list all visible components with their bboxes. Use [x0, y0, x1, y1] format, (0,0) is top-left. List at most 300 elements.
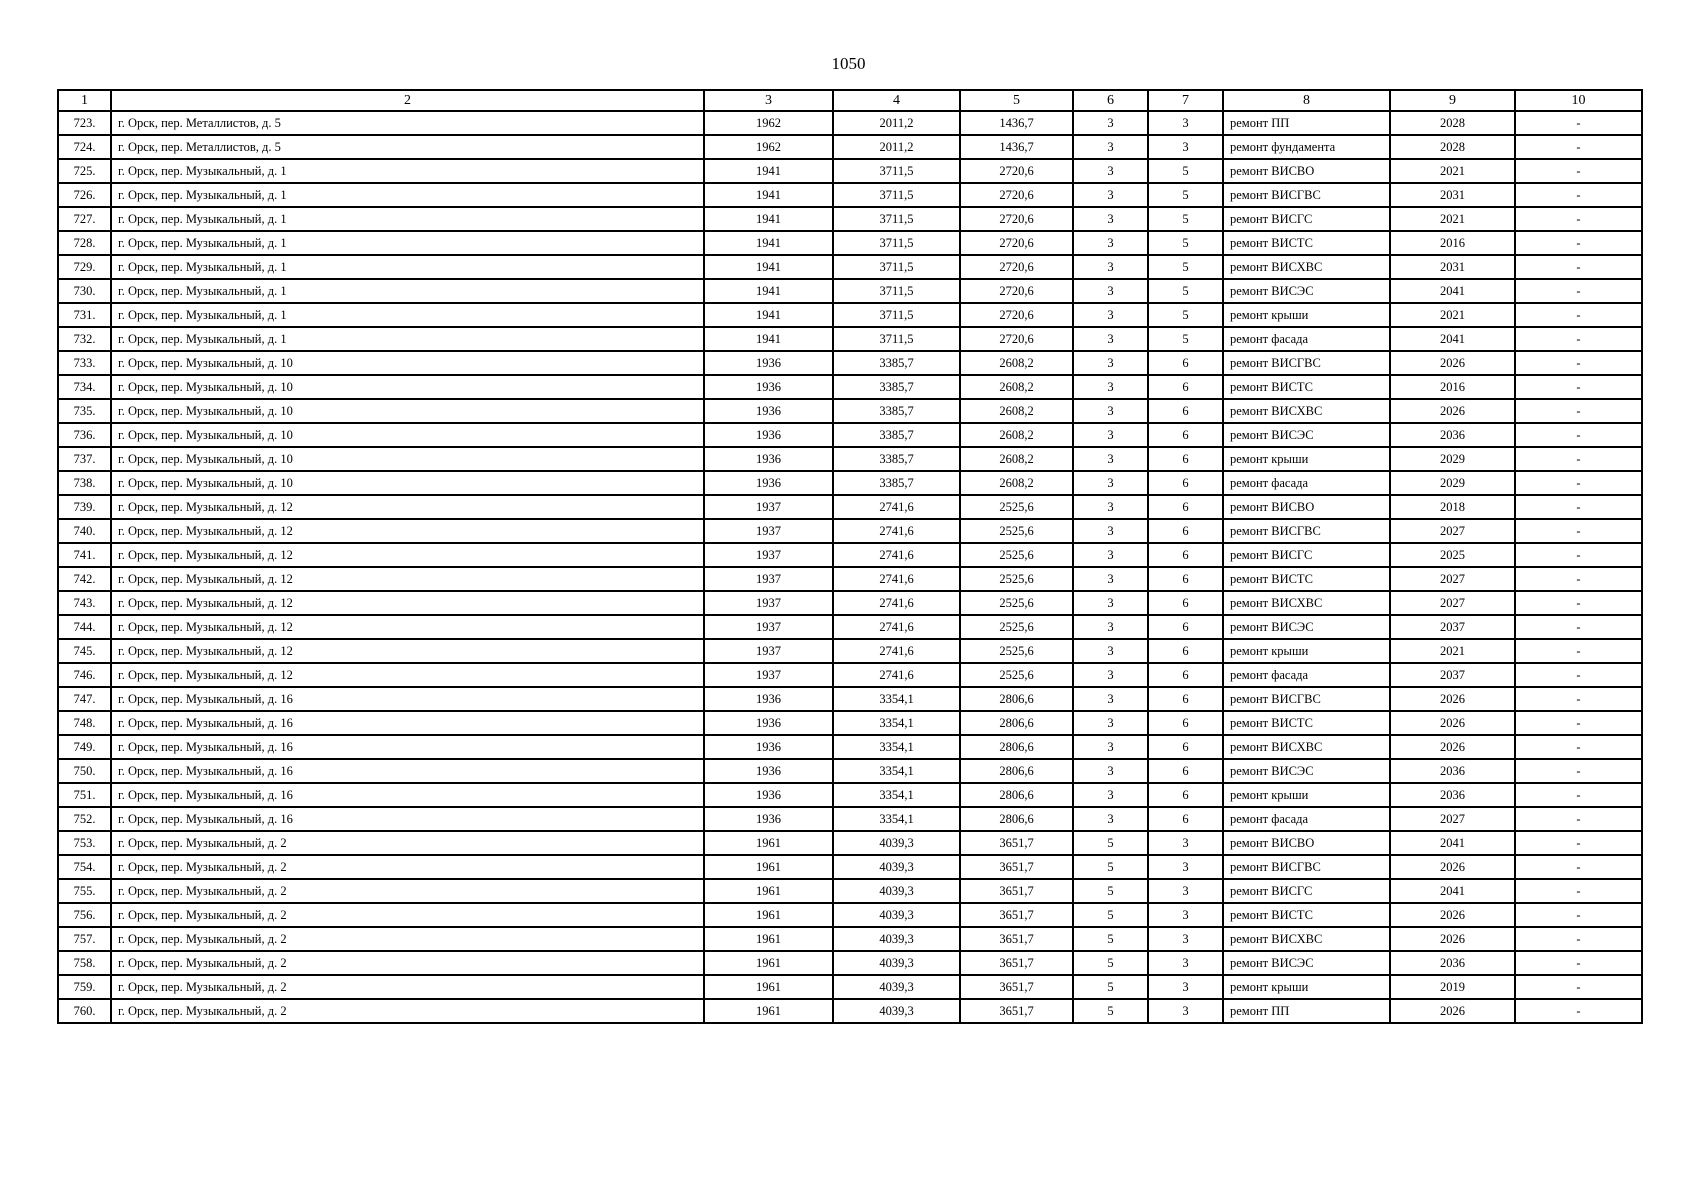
table-cell-col-6: 3 [1073, 135, 1148, 159]
table-cell-col-1: 740. [58, 519, 111, 543]
table-cell-col-4: 4039,3 [833, 951, 960, 975]
table-cell-col-5: 2525,6 [960, 519, 1073, 543]
table-cell-col-9: 2026 [1390, 855, 1515, 879]
table-cell-col-8: ремонт ВИСХВС [1223, 735, 1390, 759]
table-cell-col-1: 735. [58, 399, 111, 423]
table-row [58, 567, 1642, 591]
table-cell-col-8: ремонт ВИСГС [1223, 879, 1390, 903]
table-cell-col-5: 2720,6 [960, 231, 1073, 255]
table-cell-col-5: 2806,6 [960, 783, 1073, 807]
table-cell-col-1: 729. [58, 255, 111, 279]
table-cell-col-9: 2031 [1390, 255, 1515, 279]
table-cell-col-4: 3354,1 [833, 735, 960, 759]
table-cell-col-2: г. Орск, пер. Музыкальный, д. 12 [111, 519, 704, 543]
table-cell-col-1: 734. [58, 375, 111, 399]
table-cell-col-5: 3651,7 [960, 831, 1073, 855]
table-cell-col-8: ремонт ВИСЭС [1223, 615, 1390, 639]
table-cell-col-2: г. Орск, пер. Музыкальный, д. 1 [111, 255, 704, 279]
table-cell-col-10: - [1515, 615, 1642, 639]
table-cell-col-10: - [1515, 543, 1642, 567]
table-cell-col-9: 2029 [1390, 447, 1515, 471]
table-cell-col-9: 2025 [1390, 543, 1515, 567]
column-header-5: 5 [960, 90, 1073, 111]
table-cell-col-3: 1961 [704, 951, 833, 975]
table-cell-col-4: 3711,5 [833, 279, 960, 303]
table-cell-col-2: г. Орск, пер. Музыкальный, д. 1 [111, 183, 704, 207]
table-cell-col-6: 3 [1073, 159, 1148, 183]
table-cell-col-3: 1937 [704, 567, 833, 591]
table-cell-col-2: г. Орск, пер. Музыкальный, д. 12 [111, 567, 704, 591]
table-cell-col-8: ремонт ВИСВО [1223, 159, 1390, 183]
table-cell-col-2: г. Орск, пер. Музыкальный, д. 10 [111, 399, 704, 423]
table-cell-col-8: ремонт ВИСГВС [1223, 519, 1390, 543]
table-cell-col-1: 745. [58, 639, 111, 663]
table-cell-col-9: 2026 [1390, 351, 1515, 375]
table-cell-col-5: 2525,6 [960, 615, 1073, 639]
table-cell-col-2: г. Орск, пер. Музыкальный, д. 10 [111, 423, 704, 447]
table-cell-col-3: 1936 [704, 375, 833, 399]
table-cell-col-3: 1937 [704, 615, 833, 639]
table-cell-col-7: 6 [1148, 423, 1223, 447]
table-row [58, 183, 1642, 207]
table-cell-col-10: - [1515, 207, 1642, 231]
table-cell-col-5: 2720,6 [960, 255, 1073, 279]
table-cell-col-5: 2720,6 [960, 279, 1073, 303]
table-cell-col-5: 3651,7 [960, 855, 1073, 879]
table-cell-col-10: - [1515, 303, 1642, 327]
table-cell-col-9: 2041 [1390, 279, 1515, 303]
table-cell-col-1: 728. [58, 231, 111, 255]
table-cell-col-4: 2011,2 [833, 111, 960, 135]
table-cell-col-5: 2608,2 [960, 399, 1073, 423]
table-row [58, 759, 1642, 783]
table-cell-col-7: 6 [1148, 591, 1223, 615]
table-cell-col-6: 5 [1073, 903, 1148, 927]
table-cell-col-6: 3 [1073, 807, 1148, 831]
table-row [58, 663, 1642, 687]
table-cell-col-1: 753. [58, 831, 111, 855]
table-cell-col-1: 724. [58, 135, 111, 159]
table-cell-col-6: 3 [1073, 615, 1148, 639]
table-cell-col-10: - [1515, 471, 1642, 495]
table-cell-col-7: 5 [1148, 327, 1223, 351]
table-cell-col-6: 5 [1073, 951, 1148, 975]
table-cell-col-8: ремонт ВИСЭС [1223, 279, 1390, 303]
table-cell-col-1: 751. [58, 783, 111, 807]
table-cell-col-3: 1937 [704, 663, 833, 687]
table-cell-col-10: - [1515, 159, 1642, 183]
table-cell-col-10: - [1515, 183, 1642, 207]
table-body [58, 111, 1642, 1023]
table-cell-col-6: 3 [1073, 327, 1148, 351]
table-row [58, 927, 1642, 951]
table-cell-col-1: 723. [58, 111, 111, 135]
table-cell-col-5: 2525,6 [960, 567, 1073, 591]
table-cell-col-10: - [1515, 591, 1642, 615]
table-cell-col-3: 1936 [704, 471, 833, 495]
table-cell-col-8: ремонт ВИСГВС [1223, 855, 1390, 879]
table-cell-col-1: 755. [58, 879, 111, 903]
table-cell-col-1: 731. [58, 303, 111, 327]
table-cell-col-8: ремонт ВИСГС [1223, 207, 1390, 231]
table-cell-col-4: 3385,7 [833, 447, 960, 471]
table-cell-col-7: 5 [1148, 255, 1223, 279]
table-cell-col-8: ремонт фасада [1223, 807, 1390, 831]
table-cell-col-1: 759. [58, 975, 111, 999]
table-cell-col-4: 3711,5 [833, 255, 960, 279]
table-row [58, 447, 1642, 471]
table-cell-col-10: - [1515, 663, 1642, 687]
table-cell-col-2: г. Орск, пер. Музыкальный, д. 10 [111, 447, 704, 471]
table-cell-col-9: 2026 [1390, 735, 1515, 759]
table-cell-col-8: ремонт фасада [1223, 327, 1390, 351]
table-row [58, 159, 1642, 183]
table-cell-col-3: 1941 [704, 159, 833, 183]
table-cell-col-7: 6 [1148, 567, 1223, 591]
table-cell-col-3: 1961 [704, 903, 833, 927]
table-cell-col-9: 2027 [1390, 591, 1515, 615]
table-cell-col-7: 6 [1148, 543, 1223, 567]
table-cell-col-5: 2608,2 [960, 447, 1073, 471]
table-cell-col-5: 2806,6 [960, 759, 1073, 783]
table-cell-col-2: г. Орск, пер. Музыкальный, д. 10 [111, 375, 704, 399]
table-cell-col-1: 727. [58, 207, 111, 231]
table-cell-col-1: 757. [58, 927, 111, 951]
table-cell-col-9: 2029 [1390, 471, 1515, 495]
table-cell-col-1: 750. [58, 759, 111, 783]
table-cell-col-9: 2037 [1390, 663, 1515, 687]
table-cell-col-10: - [1515, 255, 1642, 279]
table-row [58, 231, 1642, 255]
table-cell-col-5: 2608,2 [960, 471, 1073, 495]
table-row [58, 591, 1642, 615]
table-cell-col-8: ремонт ВИСТС [1223, 375, 1390, 399]
table-cell-col-10: - [1515, 855, 1642, 879]
table-cell-col-9: 2021 [1390, 639, 1515, 663]
table-cell-col-6: 5 [1073, 927, 1148, 951]
table-cell-col-10: - [1515, 687, 1642, 711]
table-cell-col-4: 2741,6 [833, 639, 960, 663]
table-cell-col-4: 3385,7 [833, 471, 960, 495]
table-cell-col-10: - [1515, 567, 1642, 591]
table-cell-col-8: ремонт ВИСЭС [1223, 759, 1390, 783]
table-cell-col-10: - [1515, 975, 1642, 999]
table-cell-col-2: г. Орск, пер. Музыкальный, д. 10 [111, 471, 704, 495]
table-row [58, 855, 1642, 879]
table-row [58, 975, 1642, 999]
table-cell-col-5: 3651,7 [960, 903, 1073, 927]
column-header-9: 9 [1390, 90, 1515, 111]
column-header-4: 4 [833, 90, 960, 111]
table-row [58, 687, 1642, 711]
table-cell-col-4: 2741,6 [833, 495, 960, 519]
table-cell-col-4: 3385,7 [833, 375, 960, 399]
table-cell-col-9: 2041 [1390, 879, 1515, 903]
table-cell-col-1: 743. [58, 591, 111, 615]
table-cell-col-3: 1936 [704, 759, 833, 783]
table-cell-col-9: 2026 [1390, 999, 1515, 1023]
table-cell-col-8: ремонт ВИСГВС [1223, 687, 1390, 711]
table-cell-col-5: 2525,6 [960, 663, 1073, 687]
table-cell-col-1: 758. [58, 951, 111, 975]
table-cell-col-7: 6 [1148, 447, 1223, 471]
table-cell-col-9: 2036 [1390, 783, 1515, 807]
table-cell-col-5: 2720,6 [960, 207, 1073, 231]
table-cell-col-3: 1961 [704, 927, 833, 951]
table-cell-col-5: 2525,6 [960, 591, 1073, 615]
table-cell-col-6: 5 [1073, 831, 1148, 855]
table-cell-col-3: 1937 [704, 495, 833, 519]
table-cell-col-5: 2525,6 [960, 495, 1073, 519]
table-header-row [58, 90, 1642, 111]
table-cell-col-9: 2036 [1390, 423, 1515, 447]
table-cell-col-10: - [1515, 135, 1642, 159]
table-cell-col-7: 5 [1148, 279, 1223, 303]
table-row [58, 879, 1642, 903]
table-cell-col-3: 1961 [704, 855, 833, 879]
table-cell-col-7: 3 [1148, 111, 1223, 135]
table-cell-col-7: 5 [1148, 303, 1223, 327]
table-cell-col-5: 2608,2 [960, 351, 1073, 375]
table-cell-col-2: г. Орск, пер. Музыкальный, д. 12 [111, 663, 704, 687]
table-row [58, 327, 1642, 351]
table-cell-col-2: г. Орск, пер. Музыкальный, д. 2 [111, 879, 704, 903]
table-cell-col-4: 2741,6 [833, 591, 960, 615]
table-cell-col-8: ремонт крыши [1223, 783, 1390, 807]
table-cell-col-6: 3 [1073, 207, 1148, 231]
table-cell-col-8: ремонт ВИСВО [1223, 495, 1390, 519]
table-row [58, 831, 1642, 855]
table-cell-col-6: 3 [1073, 255, 1148, 279]
repair-schedule-table [57, 89, 1643, 1024]
table-cell-col-6: 3 [1073, 471, 1148, 495]
table-cell-col-1: 746. [58, 663, 111, 687]
table-cell-col-2: г. Орск, пер. Музыкальный, д. 1 [111, 231, 704, 255]
table-cell-col-2: г. Орск, пер. Музыкальный, д. 16 [111, 735, 704, 759]
table-cell-col-3: 1936 [704, 735, 833, 759]
table-cell-col-2: г. Орск, пер. Музыкальный, д. 2 [111, 951, 704, 975]
table-cell-col-3: 1936 [704, 423, 833, 447]
table-cell-col-4: 4039,3 [833, 927, 960, 951]
table-cell-col-6: 3 [1073, 567, 1148, 591]
table-cell-col-10: - [1515, 927, 1642, 951]
table-cell-col-1: 752. [58, 807, 111, 831]
column-header-8: 8 [1223, 90, 1390, 111]
table-cell-col-4: 3354,1 [833, 807, 960, 831]
table-cell-col-7: 6 [1148, 351, 1223, 375]
table-cell-col-1: 738. [58, 471, 111, 495]
table-cell-col-5: 2525,6 [960, 543, 1073, 567]
table-cell-col-6: 3 [1073, 231, 1148, 255]
table-cell-col-1: 733. [58, 351, 111, 375]
table-cell-col-5: 2720,6 [960, 327, 1073, 351]
column-header-1: 1 [58, 90, 111, 111]
table-cell-col-8: ремонт ВИСГВС [1223, 351, 1390, 375]
table-cell-col-5: 1436,7 [960, 111, 1073, 135]
table-cell-col-7: 6 [1148, 687, 1223, 711]
table-cell-col-9: 2036 [1390, 951, 1515, 975]
table-cell-col-8: ремонт крыши [1223, 639, 1390, 663]
table-cell-col-5: 2720,6 [960, 303, 1073, 327]
table-cell-col-7: 3 [1148, 927, 1223, 951]
table-row [58, 543, 1642, 567]
table-cell-col-3: 1936 [704, 447, 833, 471]
table-cell-col-4: 2741,6 [833, 567, 960, 591]
table-cell-col-7: 6 [1148, 759, 1223, 783]
table-cell-col-1: 748. [58, 711, 111, 735]
table-cell-col-4: 3711,5 [833, 303, 960, 327]
table-cell-col-2: г. Орск, пер. Музыкальный, д. 12 [111, 495, 704, 519]
table-cell-col-2: г. Орск, пер. Музыкальный, д. 12 [111, 591, 704, 615]
table-cell-col-5: 2608,2 [960, 375, 1073, 399]
table-cell-col-3: 1961 [704, 831, 833, 855]
table-cell-col-10: - [1515, 423, 1642, 447]
table-cell-col-4: 3354,1 [833, 711, 960, 735]
table-cell-col-3: 1936 [704, 783, 833, 807]
column-header-7: 7 [1148, 90, 1223, 111]
table-cell-col-4: 4039,3 [833, 879, 960, 903]
column-header-2: 2 [111, 90, 704, 111]
table-cell-col-4: 2741,6 [833, 543, 960, 567]
table-cell-col-5: 3651,7 [960, 879, 1073, 903]
table-cell-col-10: - [1515, 783, 1642, 807]
table-cell-col-8: ремонт ВИСХВС [1223, 255, 1390, 279]
table-cell-col-6: 3 [1073, 447, 1148, 471]
table-cell-col-2: г. Орск, пер. Музыкальный, д. 12 [111, 615, 704, 639]
table-cell-col-3: 1941 [704, 231, 833, 255]
table-cell-col-9: 2016 [1390, 231, 1515, 255]
table-cell-col-3: 1937 [704, 519, 833, 543]
table-cell-col-1: 742. [58, 567, 111, 591]
table-cell-col-4: 4039,3 [833, 855, 960, 879]
table-cell-col-9: 2019 [1390, 975, 1515, 999]
table-row [58, 279, 1642, 303]
table-cell-col-1: 754. [58, 855, 111, 879]
table-cell-col-7: 6 [1148, 807, 1223, 831]
table-cell-col-1: 747. [58, 687, 111, 711]
table-cell-col-8: ремонт фасада [1223, 663, 1390, 687]
table-cell-col-7: 3 [1148, 975, 1223, 999]
table-cell-col-2: г. Орск, пер. Музыкальный, д. 16 [111, 687, 704, 711]
table-cell-col-7: 3 [1148, 903, 1223, 927]
table-cell-col-6: 3 [1073, 375, 1148, 399]
table-row [58, 351, 1642, 375]
table-cell-col-2: г. Орск, пер. Музыкальный, д. 16 [111, 711, 704, 735]
table-cell-col-6: 3 [1073, 279, 1148, 303]
table-cell-col-1: 726. [58, 183, 111, 207]
table-cell-col-8: ремонт ПП [1223, 999, 1390, 1023]
table-cell-col-9: 2037 [1390, 615, 1515, 639]
table-cell-col-10: - [1515, 759, 1642, 783]
table-cell-col-3: 1941 [704, 183, 833, 207]
table-cell-col-7: 6 [1148, 519, 1223, 543]
table-cell-col-10: - [1515, 327, 1642, 351]
table-row [58, 951, 1642, 975]
table-row [58, 783, 1642, 807]
table-cell-col-9: 2027 [1390, 567, 1515, 591]
table-cell-col-6: 3 [1073, 735, 1148, 759]
table-cell-col-5: 2720,6 [960, 183, 1073, 207]
table-cell-col-9: 2036 [1390, 759, 1515, 783]
table-cell-col-2: г. Орск, пер. Музыкальный, д. 16 [111, 783, 704, 807]
table-cell-col-5: 3651,7 [960, 951, 1073, 975]
table-cell-col-8: ремонт крыши [1223, 975, 1390, 999]
table-cell-col-9: 2026 [1390, 687, 1515, 711]
table-cell-col-9: 2027 [1390, 807, 1515, 831]
table-row [58, 207, 1642, 231]
table-cell-col-6: 5 [1073, 999, 1148, 1023]
table-cell-col-2: г. Орск, пер. Музыкальный, д. 1 [111, 207, 704, 231]
table-row [58, 303, 1642, 327]
table-cell-col-7: 3 [1148, 999, 1223, 1023]
table-cell-col-6: 3 [1073, 423, 1148, 447]
table-row [58, 471, 1642, 495]
table-cell-col-7: 6 [1148, 471, 1223, 495]
table-cell-col-4: 3711,5 [833, 183, 960, 207]
table-cell-col-6: 3 [1073, 711, 1148, 735]
table-cell-col-3: 1936 [704, 711, 833, 735]
table-cell-col-2: г. Орск, пер. Музыкальный, д. 2 [111, 999, 704, 1023]
table-cell-col-10: - [1515, 279, 1642, 303]
table-cell-col-7: 6 [1148, 663, 1223, 687]
table-cell-col-6: 5 [1073, 879, 1148, 903]
table-cell-col-10: - [1515, 951, 1642, 975]
table-cell-col-1: 736. [58, 423, 111, 447]
table-cell-col-4: 4039,3 [833, 975, 960, 999]
table-cell-col-8: ремонт ВИСЭС [1223, 423, 1390, 447]
table-cell-col-4: 3711,5 [833, 159, 960, 183]
table-cell-col-7: 6 [1148, 735, 1223, 759]
table-row [58, 375, 1642, 399]
table-cell-col-8: ремонт ВИСТС [1223, 231, 1390, 255]
table-cell-col-2: г. Орск, пер. Музыкальный, д. 2 [111, 975, 704, 999]
table-cell-col-8: ремонт ВИСЭС [1223, 951, 1390, 975]
table-cell-col-8: ремонт ВИСТС [1223, 711, 1390, 735]
table-cell-col-2: г. Орск, пер. Металлистов, д. 5 [111, 135, 704, 159]
table-row [58, 519, 1642, 543]
table-cell-col-3: 1961 [704, 879, 833, 903]
table-cell-col-5: 2608,2 [960, 423, 1073, 447]
table-cell-col-7: 6 [1148, 639, 1223, 663]
table-cell-col-6: 3 [1073, 519, 1148, 543]
table-cell-col-3: 1941 [704, 327, 833, 351]
table-cell-col-10: - [1515, 375, 1642, 399]
table-cell-col-9: 2031 [1390, 183, 1515, 207]
table-cell-col-9: 2026 [1390, 399, 1515, 423]
table-cell-col-4: 3711,5 [833, 327, 960, 351]
table-cell-col-6: 3 [1073, 543, 1148, 567]
table-cell-col-5: 3651,7 [960, 927, 1073, 951]
table-row [58, 807, 1642, 831]
table-cell-col-5: 2806,6 [960, 807, 1073, 831]
table-cell-col-2: г. Орск, пер. Музыкальный, д. 2 [111, 855, 704, 879]
table-cell-col-10: - [1515, 447, 1642, 471]
table-cell-col-4: 2741,6 [833, 519, 960, 543]
table-cell-col-4: 3711,5 [833, 207, 960, 231]
column-header-6: 6 [1073, 90, 1148, 111]
table-cell-col-3: 1962 [704, 135, 833, 159]
table-cell-col-1: 756. [58, 903, 111, 927]
table-cell-col-2: г. Орск, пер. Музыкальный, д. 2 [111, 903, 704, 927]
table-cell-col-7: 6 [1148, 783, 1223, 807]
table-cell-col-9: 2016 [1390, 375, 1515, 399]
table-cell-col-5: 2806,6 [960, 711, 1073, 735]
table-cell-col-3: 1941 [704, 207, 833, 231]
table-row [58, 111, 1642, 135]
table-row [58, 399, 1642, 423]
table-cell-col-8: ремонт ВИСВО [1223, 831, 1390, 855]
table-cell-col-4: 4039,3 [833, 903, 960, 927]
